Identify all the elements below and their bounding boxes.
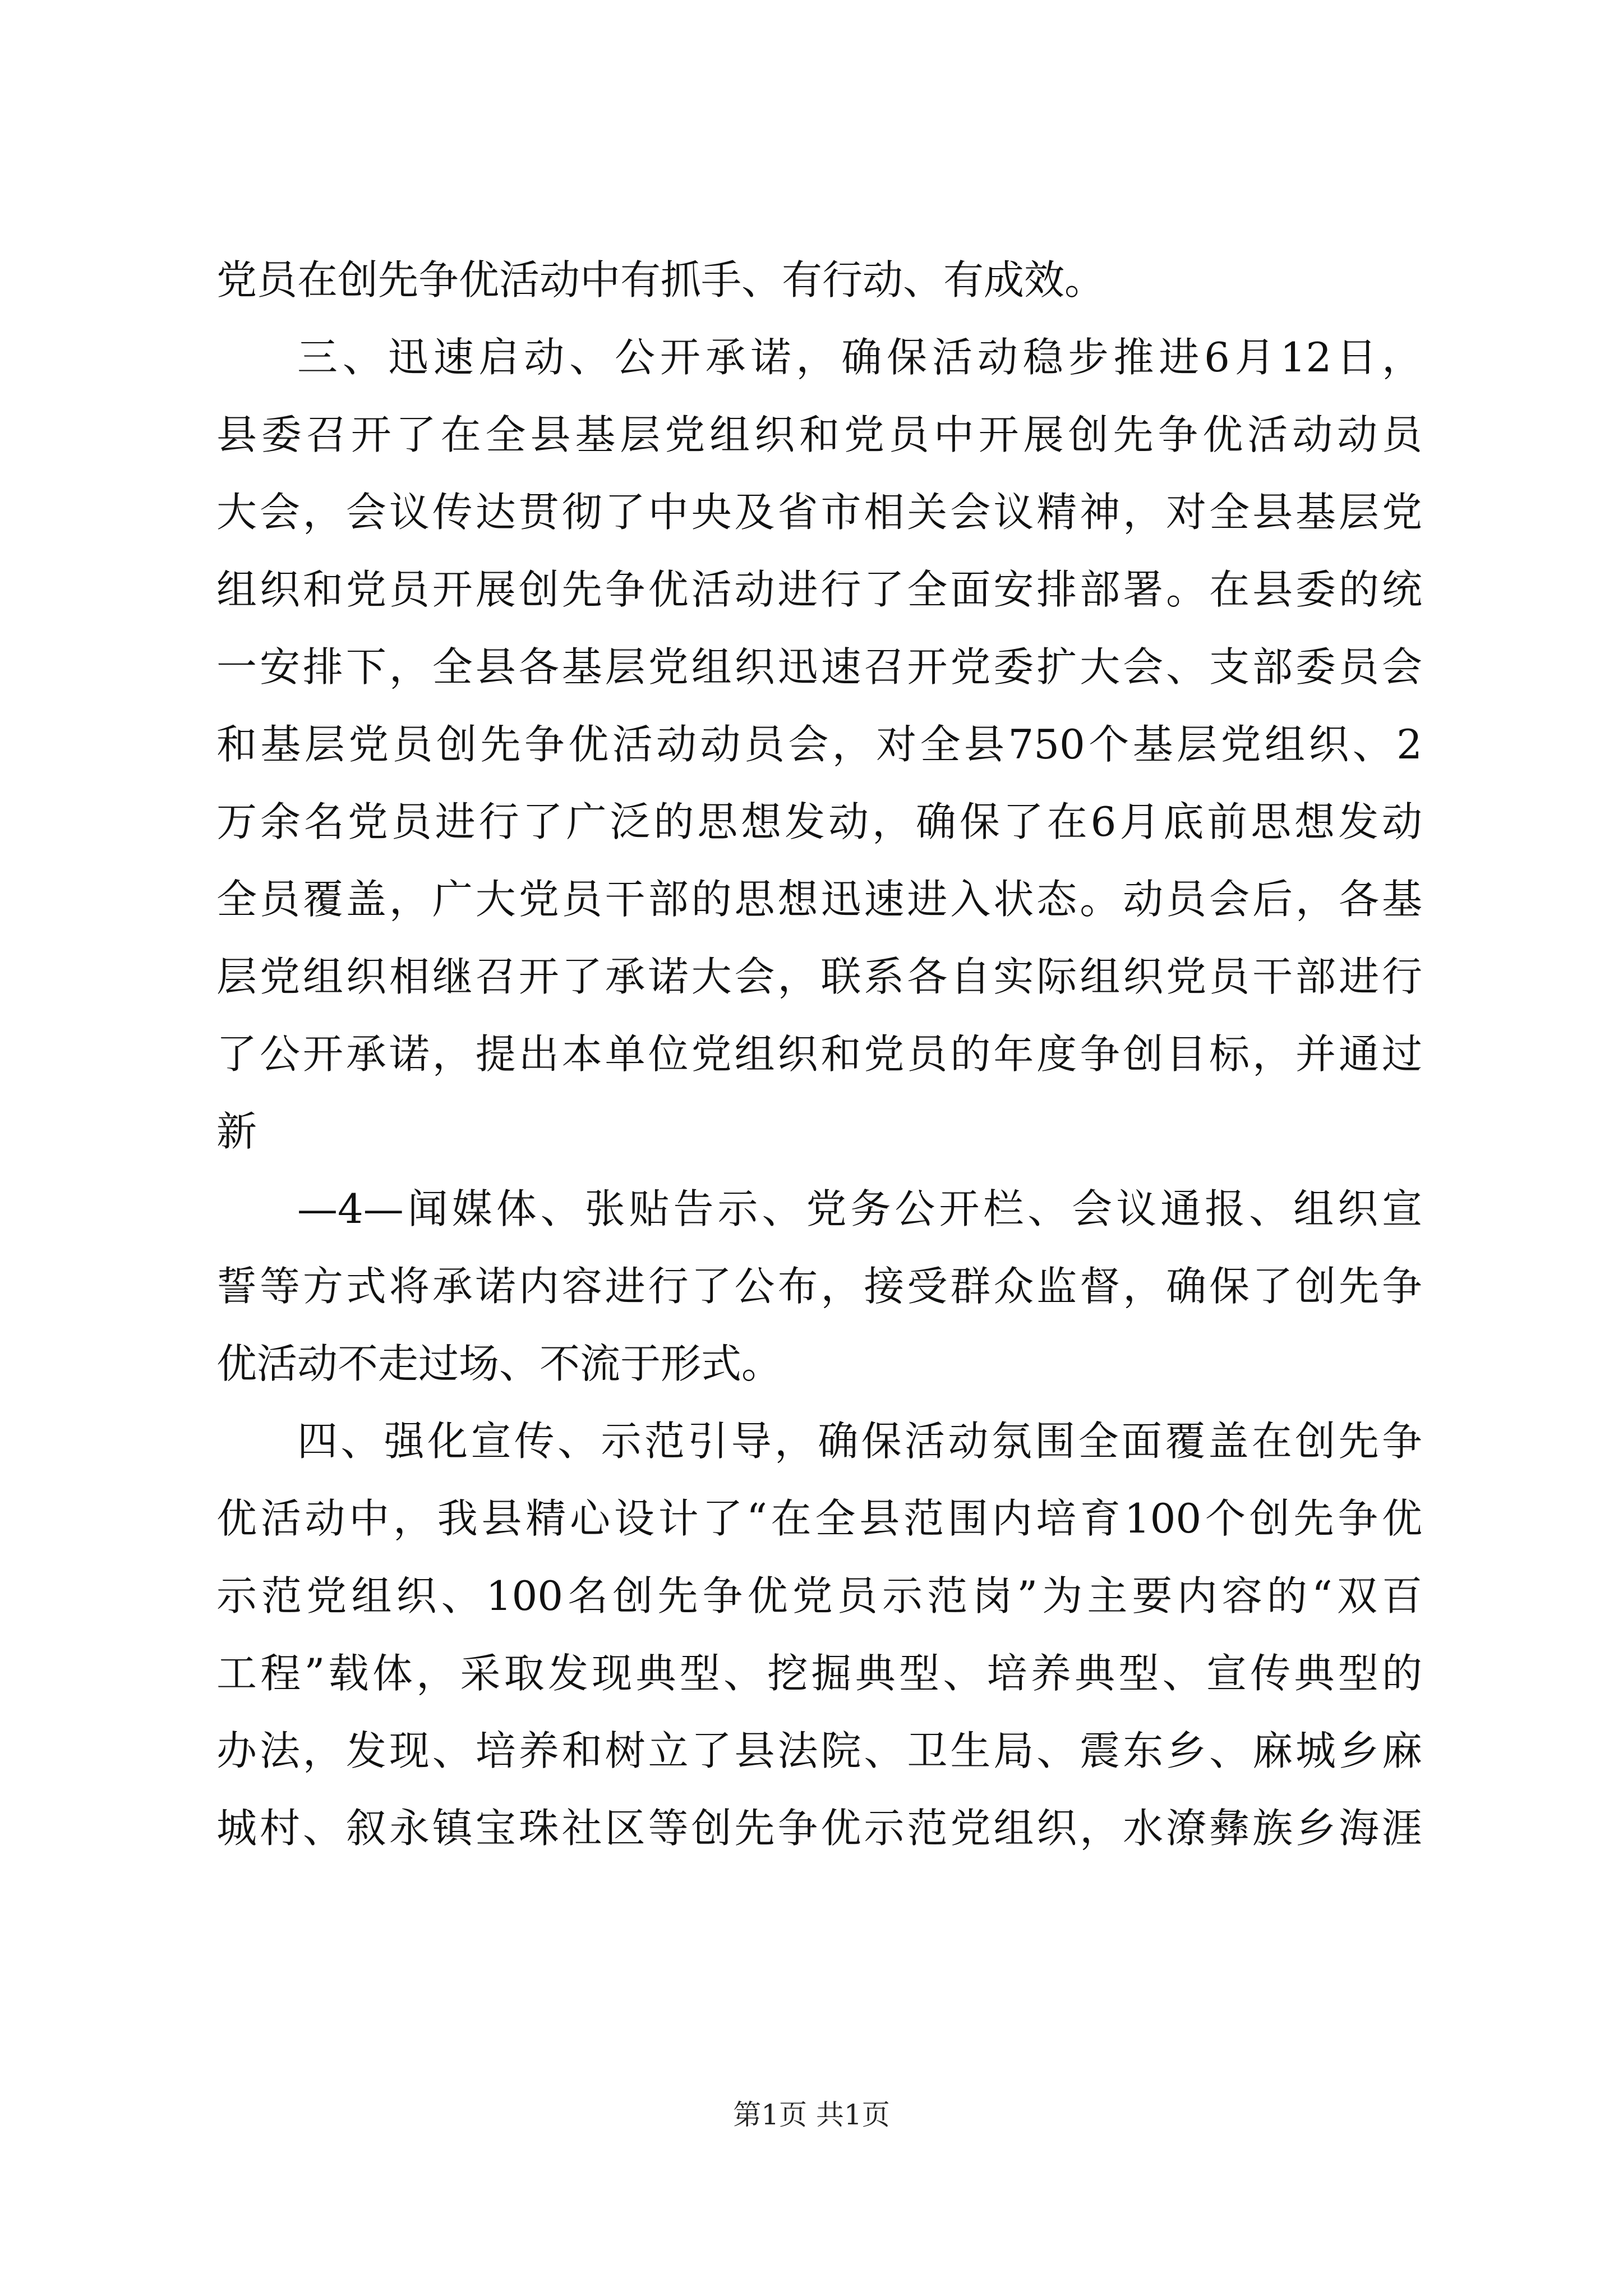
text-line: 全员覆盖，广大党员干部的思想迅速进入状态。动员会后，各基	[216, 876, 1422, 923]
text-line: 三、迅速启动、公开承诺，确保活动稳步推进6月12日，	[297, 334, 1422, 381]
text-line: 了公开承诺，提出本单位党组织和党员的年度争创目标，并通过	[216, 1030, 1422, 1078]
text-line: 新	[216, 1108, 257, 1155]
text-line: 县委召开了在全县基层党组织和党员中开展创先争优活动动员	[216, 411, 1422, 458]
text-line: 和基层党员创先争优活动动员会，对全县750个基层党组织、2	[216, 721, 1422, 768]
paragraph	[216, 1402, 1422, 1867]
paragraph	[216, 241, 1422, 319]
text-line: 党员在创先争优活动中有抓手、有行动、有成效。	[216, 256, 1105, 303]
page-footer: 第1页 共1页	[733, 2099, 890, 2131]
text-line: 城村、叙永镇宝珠社区等创先争优示范党组织，水潦彝族乡海涯	[216, 1805, 1422, 1852]
paragraph	[216, 319, 1422, 1170]
text-line: 办法，发现、培养和树立了县法院、卫生局、震东乡、麻城乡麻	[216, 1727, 1422, 1774]
text-line: 优活动中，我县精心设计了“在全县范围内培育100个创先争优	[216, 1495, 1422, 1542]
text-line: 四、强化宣传、示范引导，确保活动氛围全面覆盖在创先争	[297, 1418, 1422, 1465]
paragraph	[216, 1170, 1422, 1402]
document-body	[216, 241, 1422, 1867]
text-line: —4—闻媒体、张贴告示、党务公开栏、会议通报、组织宣	[297, 1185, 1422, 1232]
text-line: 组织和党员开展创先争优活动进行了全面安排部署。在县委的统	[216, 566, 1422, 613]
text-line: 一安排下，全县各基层党组织迅速召开党委扩大会、支部委员会	[216, 643, 1422, 691]
text-line: 示范党组织、100名创先争优党员示范岗”为主要内容的“双百	[216, 1572, 1422, 1619]
text-line: 工程”载体，采取发现典型、挖掘典型、培养典型、宣传典型的	[216, 1650, 1422, 1697]
text-line: 优活动不走过场、不流于形式。	[216, 1340, 782, 1387]
text-line: 大会，会议传达贯彻了中央及省市相关会议精神，对全县基层党	[216, 489, 1422, 536]
text-line: 万余名党员进行了广泛的思想发动，确保了在6月底前思想发动	[216, 798, 1422, 845]
text-line: 层党组织相继召开了承诺大会，联系各自实际组织党员干部进行	[216, 953, 1422, 1000]
text-line: 誓等方式将承诺内容进行了公布，接受群众监督，确保了创先争	[216, 1263, 1422, 1310]
